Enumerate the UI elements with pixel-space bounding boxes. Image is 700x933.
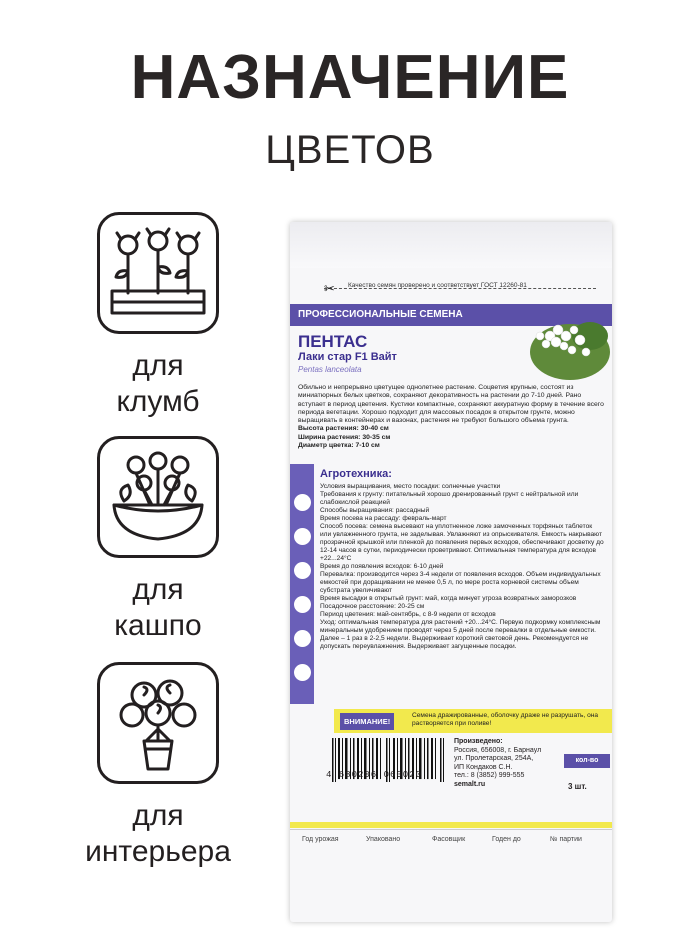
footer-best-before: Годен до [492,836,521,843]
description-text: Обильно и непрерывно цветущее однолетнее растение. Соцветия крупные, состоят из миниатюрных белых цветков, сохраняют декоративность на растении до 7-10 дней. Рано вступает в период цветения. Кустики компактные, сохраняют аккуратную форму в течение всего периода вегетации. Хорошо подходит для массовых посадок в открытом грунте, можно выращивать в контейнерах и вазонах, растения не требуют большого объема грунта. [298,384,604,425]
agro-line: Условия выращивания, место посадки: солнечные участки [320,483,501,490]
producer-line: semalt.ru [454,780,486,788]
plant-width: Ширина растения: 30-35 см [298,433,391,441]
footer-harvest-year: Год урожая [302,836,339,843]
sowing-icon [294,562,311,579]
pentas-flower-image [500,306,610,386]
producer-title: Произведено: [454,738,503,745]
page-title: НАЗНАЧЕНИЕ [130,43,570,112]
transplant-icon [294,630,311,647]
agro-line: Период цветения: май-сентябрь, с 8-9 недели от всходов [320,611,496,618]
agro-title: Агротехника: [320,468,392,480]
producer-line: Россия, 656008, г. Барнаул [454,746,542,754]
soil-icon [294,528,311,545]
producer-info [454,738,574,790]
agrotechnics-section [290,464,612,704]
agro-line: Способы выращивания: рассадный [320,507,430,514]
agro-line: Требования к грунту: питательный хорошо дренированный грунт с нейтральной или слабокислой реакцией [320,491,579,506]
package-top [290,222,612,268]
yellow-strip [290,822,612,828]
warning-box [334,709,612,733]
watering-icon [294,664,311,681]
feature-interior-line2: интерьера [85,835,231,868]
scissors-icon: ✂ [324,281,335,296]
agro-text [320,483,605,651]
plant-height: Высота растения: 30-40 см [298,425,389,433]
feature-interior-line1: для [132,799,184,832]
agro-line: Посадочное расстояние: 20-25 см [320,603,425,610]
feature-flower-pot-line2: кашпо [114,609,202,642]
bouquet-vase-icon [97,662,219,784]
seed-package [290,222,612,922]
producer-line: ул. Пролетарская, 254А, [454,755,534,763]
agro-line: Способ посева: семена высевают на уплотненное ложе замоченных торфяных таблеток или увлажненного грунта, не заделывая. Увлажняют из опрыскивателя. Емкость накрывают прозрачной крышкой или пленкой до появления первых всходов, обеспечивают досветку до 12-14 часов в сутки, периодически проветривают. Оптимальная температура для всходов +22...24°С [320,523,604,562]
feature-flower-pot [58,436,258,644]
brand-band: ПРОФЕССИОНАЛЬНЫЕ СЕМЕНА [290,304,612,326]
quality-note: Качество семян проверено и соответствует ГОСТ 12260-81 [348,282,527,289]
feature-flowerbed-line1: для [132,349,184,382]
barcode-number: 4 680206 060020 [326,770,423,780]
feature-flowerbed [58,212,258,420]
product-latin-name: Pentas lanceolata [298,365,362,374]
feature-flower-pot-line1: для [132,573,184,606]
package-footer [290,829,612,853]
qty-value: 3 шт. [568,782,587,791]
warning-text: Семена дражированные, оболочку драже не разрушать, она растворяется при поливе! [412,712,599,727]
seedling-icon [294,596,311,613]
agro-line: Уход: оптимальная температура для растений +20...24°С. Первую подкормку комплексным минеральным удобрением проводят через 5 дней после перевалки в отдельные емкости. Далее – 1 раз в 2-2,5 недели. Выдерживает короткий световой день. Рекомендуется не допускать переувлажнения. Выдерживает загущенные посадки. [320,619,601,650]
product-name: ПЕНТАС [298,332,368,351]
warning-label: ВНИМАНИЕ! [340,713,394,730]
sun-icon [294,494,311,511]
flower-diameter: Диаметр цветка: 7-10 см [298,442,380,450]
producer-line: ИП Кондаков С.Н. [454,763,513,771]
footer-batch: № партии [550,836,582,843]
feature-flowerbed-line2: клумб [116,385,200,418]
footer-packer: Фасовщик [432,836,466,843]
producer-line: тел.: 8 (3852) 999-555 [454,772,525,780]
product-variety: Лаки стар F1 Вайт [298,351,397,363]
flowerbed-icon [97,212,219,334]
agro-line: Время посева на рассаду: февраль-март [320,515,447,522]
footer-packed: Упаковано [366,836,401,843]
flower-pot-icon [97,436,219,558]
agro-line: Время высадки в открытый грунт: май, когда минует угроза возвратных заморозков [320,595,577,602]
agro-line: Перевалка: производится через 3-4 недели от появления всходов. Объем индивидуальных емкостей при доращивании не менее 0,5 л, по мере роста корневой системы объем субстрата увеличивают [320,571,601,594]
product-description [298,384,604,450]
page-subtitle: ЦВЕТОВ [265,128,435,172]
qty-label: кол-во [564,754,610,768]
feature-interior [58,662,258,870]
agro-line: Время до появления всходов: 6-10 дней [320,563,444,570]
